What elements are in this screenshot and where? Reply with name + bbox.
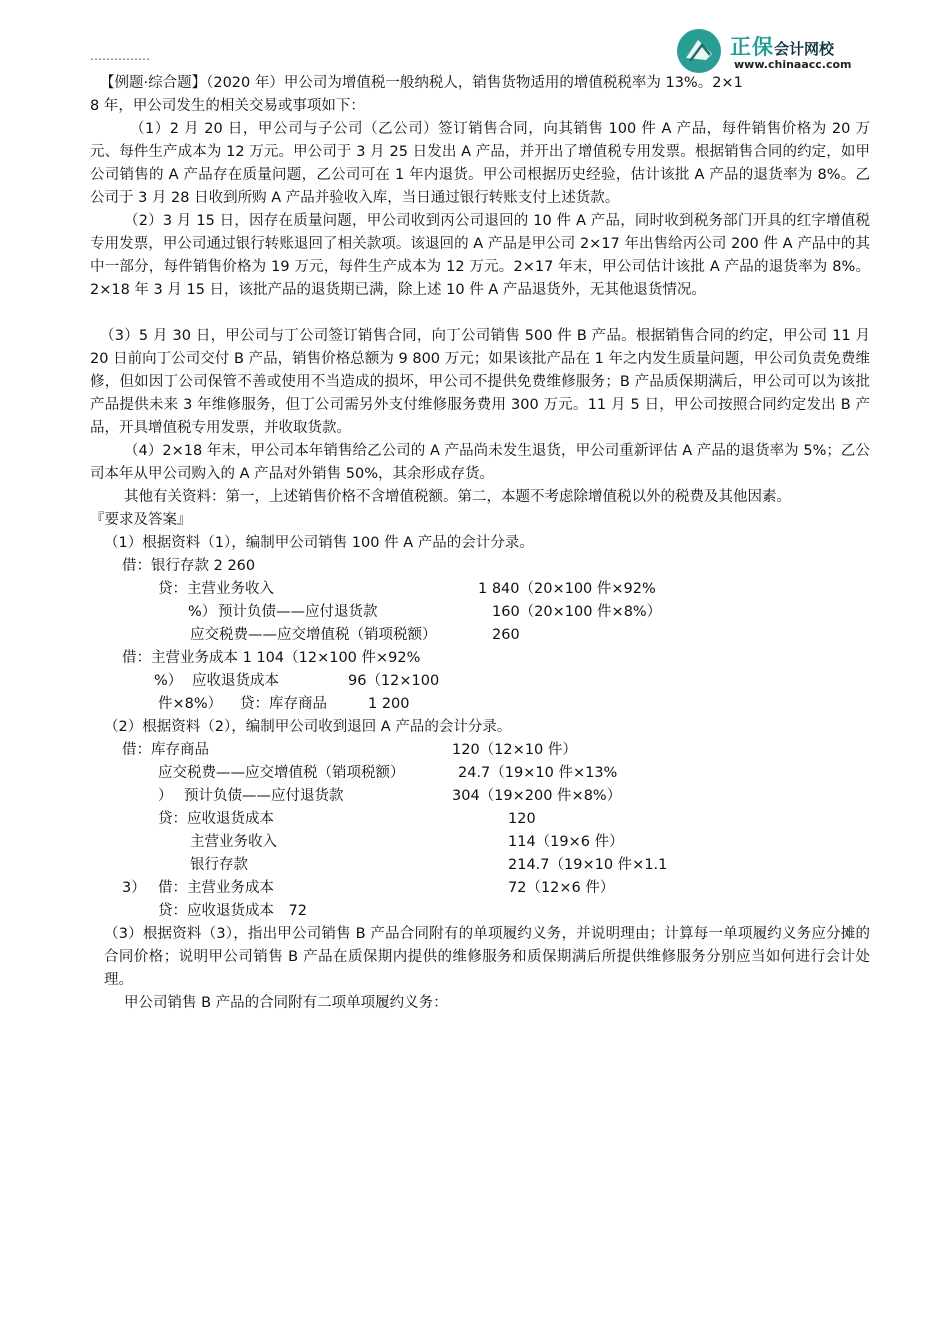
answer-3-first-line: 甲公司销售 B 产品的合同附有二项单项履约义务： — [124, 995, 448, 1011]
entry2-line4-account: 贷：应收退货成本 — [158, 811, 274, 827]
entry1-line2-amount: 1 840（20×100 件×92% — [478, 581, 656, 597]
header-fragment: …………… — [90, 52, 150, 60]
entry2-line7-account: 借：主营业务成本 — [158, 880, 274, 896]
entry1-line6-prefix: %） — [154, 673, 183, 689]
answer-heading: 『要求及答案』 — [90, 512, 192, 528]
entry1-line7-amount: 1 200 — [368, 696, 410, 712]
logo-title — [730, 31, 834, 61]
entry1-line4-account: 应交税费——应交增值税（销项税额） — [190, 627, 437, 643]
entry1-line3-amount: 160（20×100 件×8%） — [492, 604, 662, 620]
entry1-line4-amount: 260 — [492, 627, 520, 643]
question-item-2: （2）3 月 15 日，因存在质量问题，甲公司收到丙公司退回的 10 件 A 产品，同时收到税务部门开具的红字增值税专用发票，甲公司通过银行转账退回了相关款项。该退回的 A 产品是甲公司 2×17 年出售给丙公司 200 件 A 产品中的其中一部分，每件销售价格为 19 万元，每件生产成本为 12 万元。2×17 年末，甲公司估计该批 A 产品的退货率为 8%。2×18 年 3 月 15 日，该批产品的退货期已满，除上述 10 件 A 产品退货外，无其他退货情况。 — [90, 213, 870, 298]
requirement-2: （2）根据资料（2），编制甲公司收到退回 A 产品的会计分录。 — [104, 719, 512, 735]
entry2-line3-amount: 304（19×200 件×8%） — [452, 788, 622, 804]
entry2-line1-amount: 120（12×10 件） — [452, 742, 577, 758]
question-item-1: （1）2 月 20 日，甲公司与子公司（乙公司）签订销售合同，向其销售 100 件 A 产品，每件销售价格为 20 万元、每件生产成本为 12 万元。甲公司于 3 月 25 日发出 A 产品，并开出了增值税专用发票。根据销售合同的约定，如甲公司销售的 A 产品存在质量问题，乙公司可在 1 年内退货。甲公司根据历史经验，估计该批 A 产品的退货率为 8%。乙公司于 3 月 28 日收到所购 A 产品并验收入库，当日通过银行转账支付上述货款。 — [90, 121, 870, 206]
entry1-line7-account: 贷：库存商品 — [240, 696, 327, 712]
entry1-line6-account: 应收退货成本 — [192, 673, 279, 689]
logo-url: www.chinaacc.com — [734, 58, 852, 71]
entry2-line4-amount: 120 — [508, 811, 536, 827]
entry2-line3-prefix: ） — [158, 788, 173, 804]
question-item-3: （3）5 月 30 日，甲公司与丁公司签订销售合同，向丁公司销售 500 件 B 产品。根据销售合同的约定，甲公司 11 月 20 日前向丁公司交付 B 产品，销售价格总额为 9 800 万元；如果该批产品在 1 年之内发生质量问题，甲公司负责免费维修，但如因丁公司保管不善或使用不当造成的损坏，甲公司不提供免费维修服务；B 产品质保期满后，甲公司可以为该批产品提供未来 3 年维修服务，但丁公司需另外支付维修服务费用 300 万元。11 月 5 日，甲公司按照合同约定发出 B 产品，开具增值税专用发票，并收取货款。 — [90, 328, 870, 436]
logo-name: 会计网校 — [774, 40, 835, 58]
entry2-line5-amount: 114（19×6 件） — [508, 834, 624, 850]
entry1-line1: 借：银行存款 2 260 — [122, 558, 256, 574]
logo-brand: 正保 — [730, 35, 774, 59]
logo-emblem-icon — [676, 28, 722, 74]
entry2-line3-account: 预计负债——应付退货款 — [184, 788, 344, 804]
entry2-line1-account: 借：库存商品 — [122, 742, 209, 758]
entry2-line8: 贷：应收退货成本 72 — [158, 903, 307, 919]
question-intro-line1: 【例题·综合题】（2020 年）甲公司为增值税一般纳税人，销售货物适用的增值税税率为 13%。2×1 — [100, 75, 743, 91]
entry2-line7-amount: 72（12×6 件） — [508, 880, 615, 896]
entry2-line2-amount: 24.7（19×10 件×13% — [458, 765, 618, 781]
entry1-line3-account: 预计负债——应付退货款 — [218, 604, 378, 620]
brand-logo — [676, 28, 866, 76]
entry1-line2-account: 贷：主营业务收入 — [158, 581, 274, 597]
entry2-line2-account: 应交税费——应交增值税（销项税额） — [158, 765, 405, 781]
entry2-line5-account: 主营业务收入 — [190, 834, 277, 850]
requirement-3: （3）根据资料（3），指出甲公司销售 B 产品合同附有的单项履约义务，并说明理由；计算每一单项履约义务应分摊的合同价格；说明甲公司销售 B 产品在质保期内提供的维修服务和质保期满后所提供维修服务分别应当如何进行会计处理。 — [104, 926, 870, 988]
entry1-line7-prefix: 件×8%） — [158, 696, 223, 712]
entry2-line6-account: 银行存款 — [190, 857, 248, 873]
question-other-info: 其他有关资料：第一，上述销售价格不含增值税额。第二，本题不考虑除增值税以外的税费及其他因素。 — [124, 489, 791, 505]
question-intro-line2: 8 年，甲公司发生的相关交易或事项如下： — [90, 98, 365, 114]
document-body — [90, 72, 870, 1015]
entry2-line7-prefix: 3） — [122, 880, 146, 896]
entry1-line5: 借：主营业务成本 1 104（12×100 件×92% — [122, 650, 421, 666]
requirement-1: （1）根据资料（1），编制甲公司销售 100 件 A 产品的会计分录。 — [104, 535, 534, 551]
entry1-line6-amount: 96（12×100 — [348, 673, 440, 689]
entry2-line6-amount: 214.7（19×10 件×1.1 — [508, 857, 668, 873]
entry1-line3-prefix: %） — [188, 604, 217, 620]
question-item-4: （4）2×18 年末，甲公司本年销售给乙公司的 A 产品尚未发生退货，甲公司重新评估 A 产品的退货率为 5%；乙公司本年从甲公司购入的 A 产品对外销售 50%，其余形成存货。 — [90, 443, 870, 482]
